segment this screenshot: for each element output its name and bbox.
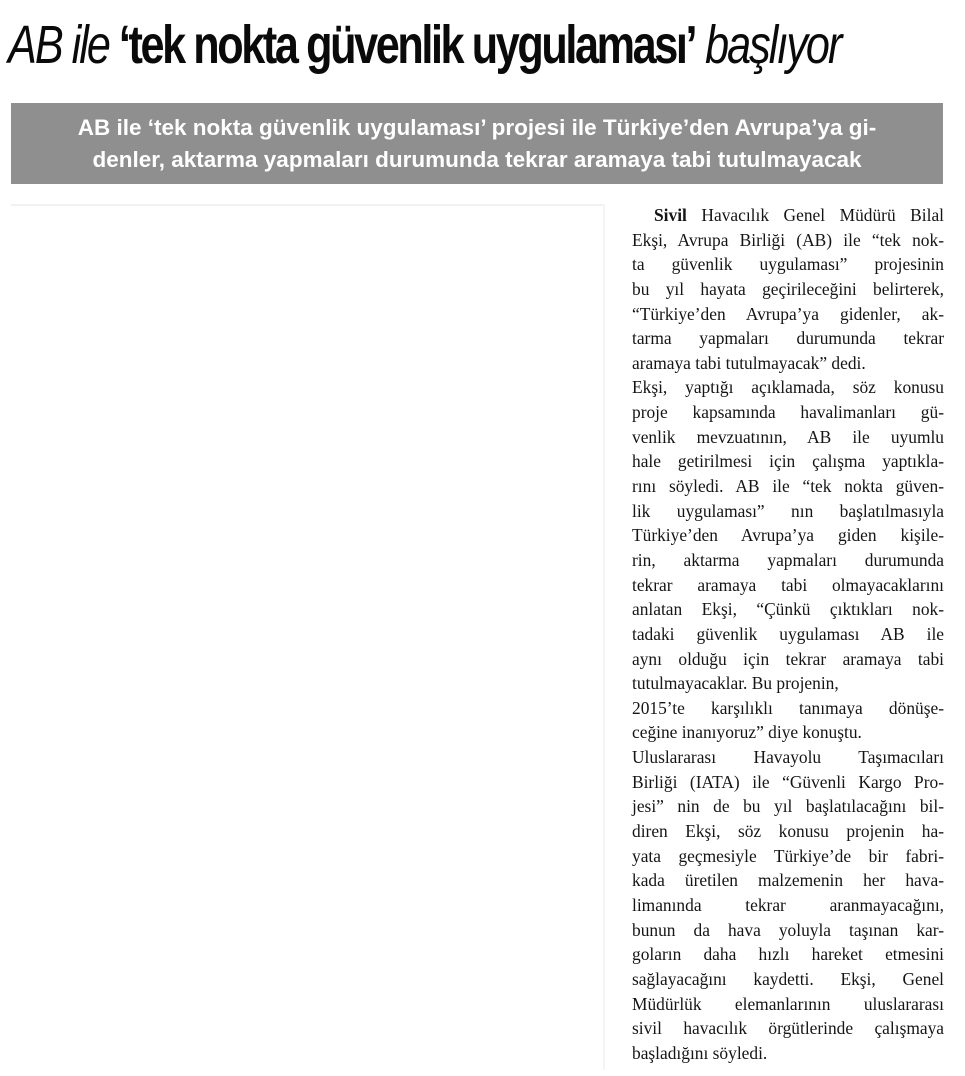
- article-line: kada üretilen malzemenin her hava-: [632, 870, 944, 891]
- article-line: Ekşi, Avrupa Birliği (AB) ile “tek nok-: [632, 229, 944, 250]
- photo-area-border: [11, 204, 605, 206]
- article-line: rını söyledi. AB ile “tek nokta güven-: [632, 476, 944, 497]
- article-line: Uluslararası Havayolu Taşımacıları: [632, 747, 944, 768]
- article-line: [632, 203, 944, 228]
- article-line: bu yıl hayata geçirileceğini belirterek,: [632, 278, 944, 299]
- article-line: 2015’te karşılıklı tanımaya dönüşe-: [632, 697, 944, 718]
- article-line: hale getirilmesi için çalışma yaptıkla-: [632, 451, 944, 472]
- article-line: tarma yapmaları durumunda tekrar: [632, 328, 944, 349]
- article-line-text: Havacılık Genel Müdürü Bilal: [686, 205, 944, 225]
- article-line: aramaya tabi tutulmayacak” dedi.: [632, 352, 866, 373]
- spot-box: [11, 103, 943, 184]
- article-line: jesi” nin de bu yıl başlatılacağını bil-: [632, 796, 944, 817]
- column-divider: [603, 204, 605, 1070]
- headline-part-3: başlıyor: [695, 15, 841, 75]
- article-line: sivil havacılık örgütlerinde çalışmaya: [632, 1018, 944, 1039]
- article-line: venlik mevzuatının, AB ile uyumlu: [632, 426, 944, 447]
- headline-part-1: AB ile: [8, 15, 119, 75]
- article-line: ta güvenlik uygulaması” projesinin: [632, 254, 944, 275]
- spot-line-1: AB ile ‘tek nokta güvenlik uygulaması’ projesi ile Türkiye’den Avrupa’ya gi-: [77, 115, 877, 140]
- article-line: yata geçmesiyle Türkiye’de bir fabri-: [632, 845, 944, 866]
- article-line: başladığını söyledi.: [632, 1042, 768, 1063]
- headline-part-2: ‘tek nokta güvenlik uygulaması’: [118, 15, 696, 75]
- article-line: Ekşi, yaptığı açıklamada, söz konusu: [632, 377, 944, 398]
- lead-word: Sivil: [654, 205, 687, 225]
- article-line: goların daha hızlı hareket etmesini: [632, 944, 944, 965]
- article-line: tadaki güvenlik uygulaması AB ile: [632, 623, 944, 644]
- article-line: tekrar aramaya tabi olmayacaklarını: [632, 574, 944, 595]
- article-line: anlatan Ekşi, “Çünkü çıktıkları nok-: [632, 599, 944, 620]
- article-line: limanında tekrar aranmayacağını,: [632, 894, 944, 915]
- article-line: sağlayacağını kaydetti. Ekşi, Genel: [632, 968, 944, 989]
- article-line: tutulmayacaklar. Bu projenin,: [632, 673, 839, 694]
- article-line: Birliği (IATA) ile “Güvenli Kargo Pro-: [632, 771, 944, 792]
- article-line: Müdürlük elemanlarının uluslararası: [632, 993, 944, 1014]
- article-line: Türkiye’den Avrupa’ya giden kişile-: [632, 525, 944, 546]
- spot-line-2: denler, aktarma yapmaları durumunda tekrar aramaya tabi tutulmayacak: [92, 147, 862, 172]
- article-line: rin, aktarma yapmaları durumunda: [632, 549, 944, 570]
- article-line: lik uygulaması” nın başlatılmasıyla: [632, 500, 944, 521]
- article-line: proje kapsamında havalimanları gü-: [632, 402, 944, 423]
- article-line: “Türkiye’den Avrupa’ya gidenler, ak-: [632, 303, 944, 324]
- headline: [8, 4, 841, 86]
- article-line: ceğine inanıyoruz” diye konuştu.: [632, 722, 862, 743]
- article-line: aynı olduğu için tekrar aramaya tabi: [632, 648, 944, 669]
- article-line: bunun da hava yoluyla taşınan kar-: [632, 919, 944, 940]
- article-body: [632, 203, 944, 1065]
- article-line: diren Ekşi, söz konusu projenin ha-: [632, 821, 944, 842]
